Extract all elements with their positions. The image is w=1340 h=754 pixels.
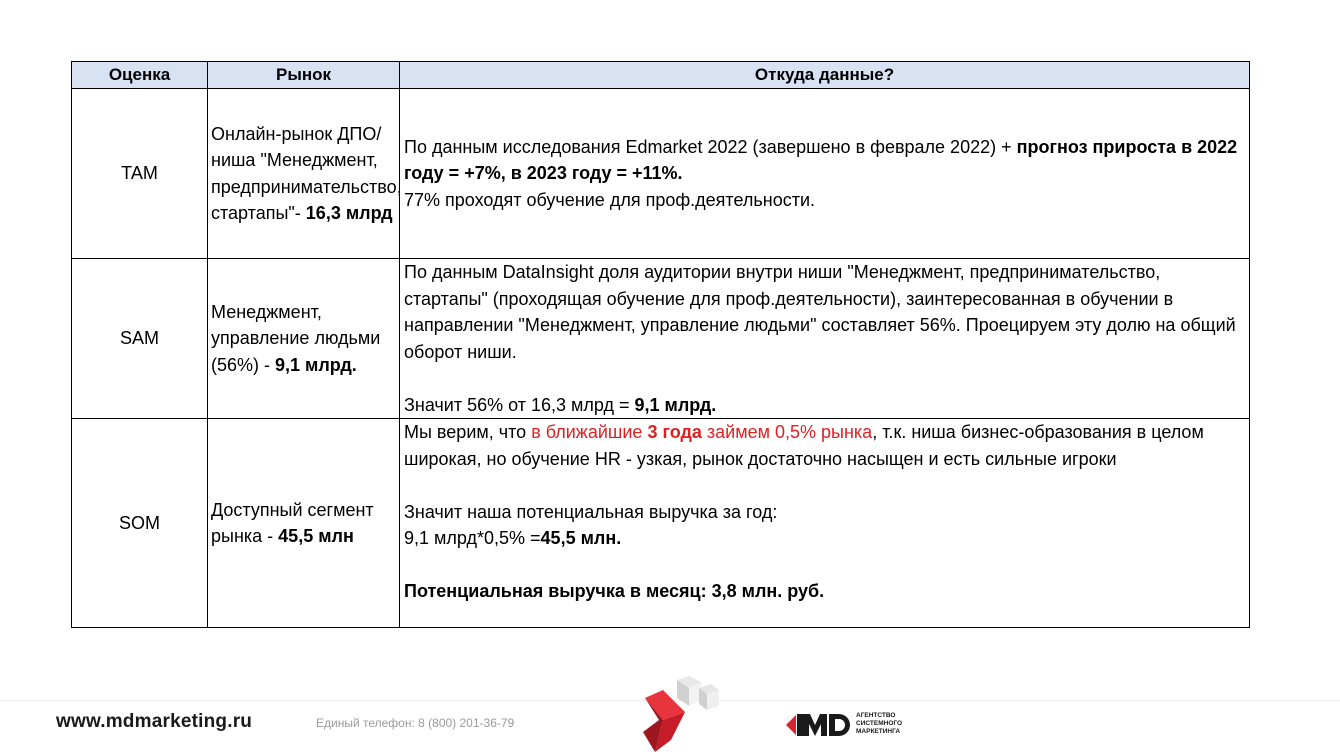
table-row-sam — [72, 259, 1250, 419]
table-row-tam — [72, 89, 1250, 259]
source-forecast: прогноз прироста в 2022 году = +7%, в 2023 году = +11%. — [404, 136, 1238, 184]
estimate-cell: SAM — [72, 259, 208, 419]
highlight-years: 3 года — [647, 422, 702, 442]
source-highlight — [531, 422, 872, 442]
source-cell — [400, 89, 1250, 259]
market-cell — [208, 259, 400, 419]
header-market: Рынок — [208, 62, 400, 89]
header-estimate: Оценка — [72, 62, 208, 89]
market-value: 16,3 млрд — [305, 203, 393, 223]
highlight-text: в ближайшие — [531, 422, 648, 442]
market-value: 9,1 млрд. — [275, 354, 357, 375]
market-value: 45,5 млн — [278, 526, 354, 546]
source-intro: Мы верим, что — [404, 422, 532, 442]
table-header-row — [72, 62, 1250, 89]
revenue-label: Значит наша потенциальная выручка за год: — [404, 501, 778, 522]
website-link[interactable]: www.mdmarketing.ru — [56, 711, 253, 732]
header-source: Откуда данные? — [400, 62, 1250, 89]
source-paragraph: По данным DataInsight доля аудитории внутри ниши "Менеджмент, предпринимательство, стартапы" (проходящая обучение для проф.деятельности), заинтересованная в обучении в направлении "Менеджмент, управление людьми" составляет 56%. Проецируем эту долю на общий оборот ниши. — [404, 262, 1236, 362]
phone-number: Единый телефон: 8 (800) 201-36-79 — [316, 716, 515, 730]
source-text: По данным исследования Edmarket 2022 (завершено в феврале 2022) + — [404, 136, 1017, 157]
market-cell — [208, 419, 400, 628]
market-size-table — [71, 61, 1250, 628]
source-conclusion-value: 9,1 млрд. — [634, 394, 717, 415]
source-conclusion: Значит 56% от 16,3 млрд = — [404, 394, 635, 415]
market-text: Доступный сегмент рынка - — [211, 499, 374, 546]
estimate-cell: SOM — [72, 419, 208, 628]
market-cell — [208, 89, 400, 259]
estimate-cell: TAM — [72, 89, 208, 259]
agency-logo-text: АГЕНТСТВО СИСТЕМНОГО МАРКЕТИНГА — [856, 712, 903, 735]
revenue-formula: 9,1 млрд*0,5% = — [404, 528, 541, 548]
source-cell — [400, 419, 1250, 628]
source-text-2: 77% проходят обучение для проф.деятельности. — [404, 189, 816, 210]
revenue-formula-value: 45,5 млн. — [540, 528, 622, 548]
brand-mark-icon — [641, 676, 723, 754]
table-row-som — [72, 419, 1250, 628]
market-text: Менеджмент, управление людьми (56%) - — [211, 301, 381, 375]
source-cell — [400, 259, 1250, 419]
highlight-share: займем 0,5% рынка — [701, 422, 873, 442]
monthly-revenue: Потенциальная выручка в месяц: 3,8 млн. руб. — [404, 581, 825, 601]
market-text: Онлайн-рынок ДПО/ ниша "Менеджмент, предпринимательство, стартапы"- — [211, 123, 402, 223]
source-rest: , т.к. ниша бизнес-образования в целом широкая, но обучение HR - узкая, рынок достаточно насыщен и есть сильные игроки — [404, 422, 1204, 469]
